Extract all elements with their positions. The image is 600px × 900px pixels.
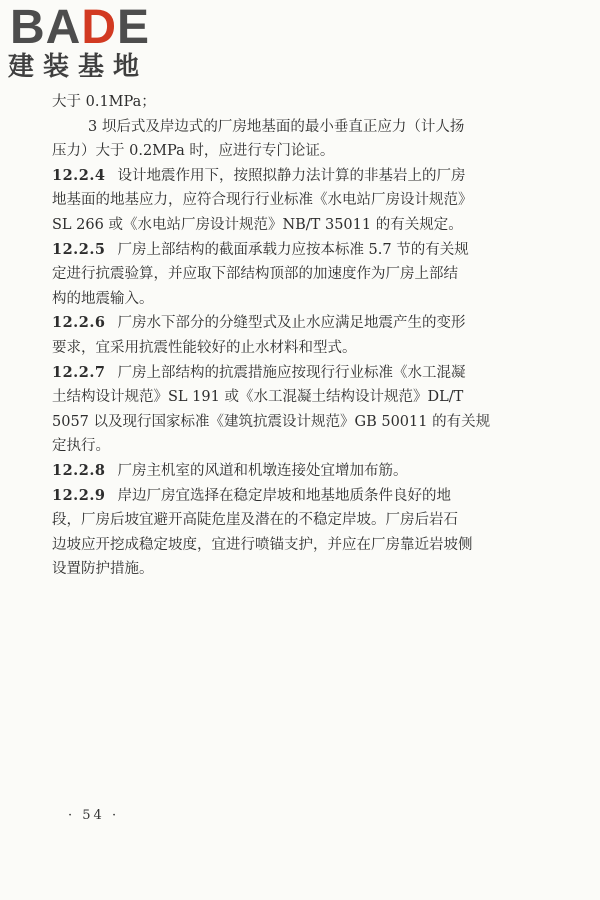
text-line xyxy=(52,164,564,189)
text-line: 定进行抗震验算，并应取下部结构顶部的加速度作为厂房上部结 xyxy=(52,266,458,283)
text-line xyxy=(52,238,564,263)
clause-12-2-7 xyxy=(52,361,564,459)
text-line xyxy=(52,361,564,386)
clause-12-2-4 xyxy=(52,164,564,238)
text-line: 3 坝后式及岸边式的厂房地基面的最小垂直正应力（计人扬 xyxy=(88,118,465,135)
text-line: 地基面的地基应力，应符合现行行业标准《水电站厂房设计规范》 xyxy=(52,192,473,209)
clause-text: 厂房主机室的风道和机墩连接处宜增加布筋。 xyxy=(117,462,408,479)
text-line: 要求，宜采用抗震性能较好的止水材料和型式。 xyxy=(52,339,357,356)
logo-text-accent: D xyxy=(81,1,117,54)
clause-number: 12.2.7 xyxy=(52,363,106,381)
document-body xyxy=(52,90,564,582)
clause-number: 12.2.5 xyxy=(52,240,106,258)
clause-text: 厂房上部结构的抗震措施应按现行行业标准《水工混凝 xyxy=(117,364,466,381)
logo-text-part2: E xyxy=(117,1,151,54)
bade-logo xyxy=(6,2,181,88)
clause-text: 厂房水下部分的分缝型式及止水应满足地震产生的变形 xyxy=(117,315,466,332)
clause-text: 厂房上部结构的截面承载力应按本标准 5.7 节的有关规 xyxy=(117,241,469,258)
clause-number: 12.2.6 xyxy=(52,314,106,332)
clause-number: 12.2.4 xyxy=(52,166,106,184)
text-line: 边坡应开挖成稳定坡度，宜进行喷锚支护，并应在厂房靠近岩坡侧 xyxy=(52,536,473,553)
text-line: 段，厂房后坡宜避开高陡危崖及潜在的不稳定岸坡。厂房后岩石 xyxy=(52,512,458,529)
clause-12-2-5 xyxy=(52,238,564,312)
clause-12-2-9 xyxy=(52,484,564,582)
clause-number: 12.2.8 xyxy=(52,461,106,479)
text-line xyxy=(52,459,564,484)
clause-12-2-8 xyxy=(52,459,564,484)
text-line: 定执行。 xyxy=(52,438,110,455)
text-line: 压力）大于 0.2MPa 时，应进行专门论证。 xyxy=(52,143,335,160)
paragraph-continuation xyxy=(52,90,564,115)
logo-subtitle: 建装基地 xyxy=(8,52,149,82)
clause-12-2-6 xyxy=(52,311,564,360)
paragraph-item-3 xyxy=(52,115,564,164)
page-number: · 54 · xyxy=(68,808,120,823)
clause-number: 12.2.9 xyxy=(52,486,106,504)
clause-text: 设计地震作用下，按照拟静力法计算的非基岩上的厂房 xyxy=(117,167,466,184)
text-line: SL 266 或《水电站厂房设计规范》NB/T 35011 的有关规定。 xyxy=(52,216,463,233)
text-line: 土结构设计规范》SL 191 或《水工混凝土结构设计规范》DL/T xyxy=(52,389,464,406)
clause-text: 岸边厂房宜选择在稳定岸坡和地基地质条件良好的地 xyxy=(117,487,451,504)
logo-wordmark xyxy=(10,2,150,54)
text-line: 设置防护措施。 xyxy=(52,561,154,578)
text-line: 构的地震输入。 xyxy=(52,290,154,307)
text-line xyxy=(52,311,564,336)
text-line xyxy=(52,484,564,509)
text-line: 5057 以及现行国家标准《建筑抗震设计规范》GB 50011 的有关规 xyxy=(52,413,491,430)
logo-text-part1: BA xyxy=(10,1,82,54)
text-line: 大于 0.1MPa； xyxy=(52,94,156,110)
